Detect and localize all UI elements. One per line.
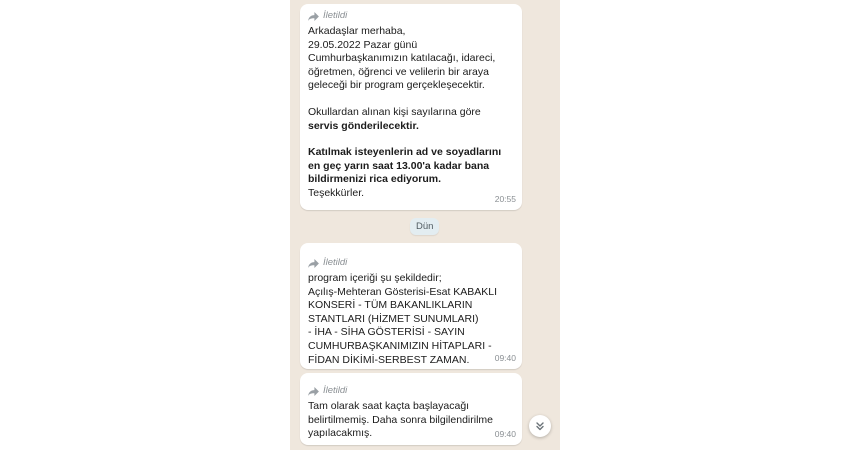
scroll-to-bottom-button[interactable] xyxy=(529,415,551,437)
chevron-down-icon xyxy=(534,420,546,432)
message-line: yapılacakmış. xyxy=(308,427,373,440)
forward-arrow-icon xyxy=(308,12,319,21)
forward-arrow-icon xyxy=(308,259,319,268)
forwarded-label: İletildi xyxy=(308,257,514,269)
message-bubble-3[interactable] xyxy=(300,373,522,445)
message-line: - İHA - SİHA GÖSTERİSİ - SAYIN xyxy=(308,326,465,339)
message-bubble-1[interactable] xyxy=(300,4,522,210)
message-time: 09:40 xyxy=(494,429,516,440)
message-line: STANTLARI (HİZMET SUNUMLARI) xyxy=(308,312,479,325)
message-line-bold: en geç yarın saat 13.00'a kadar bana xyxy=(308,159,490,172)
forward-arrow-icon xyxy=(308,387,319,396)
message-line: Okullardan alınan kişi sayılarına göre xyxy=(308,105,481,118)
chat-area[interactable] xyxy=(290,0,560,450)
message-time: 20:55 xyxy=(494,194,516,205)
message-time: 09:40 xyxy=(494,353,516,364)
message-line-bold: bildirmenizi rica ediyorum. xyxy=(308,173,442,186)
message-line: Tam olarak saat kaçta başlayacağı xyxy=(308,400,470,412)
message-line: Açılış-Mehteran Gösterisi-Esat KABAKLI xyxy=(308,285,498,298)
message-line: KONSERİ - TÜM BAKANLIKLARIN xyxy=(308,299,473,312)
forwarded-label: İletildi xyxy=(308,10,514,22)
message-line: Cumhurbaşkanımızın katılacağı, idareci, xyxy=(308,52,496,65)
message-line: program içeriği şu şekildedir; xyxy=(308,272,442,284)
message-line: geleceği bir program gerçekleşecektir. xyxy=(308,79,485,92)
date-separator: Dün xyxy=(410,218,439,235)
message-line-bold: servis gönderilecektir. xyxy=(308,119,419,132)
message-line: 29.05.2022 Pazar günü xyxy=(308,38,418,51)
message-line: öğretmen, öğrenci ve velilerin bir araya xyxy=(308,65,489,78)
message-line: belirtilmemiş. Daha sonra bilgilendirilme xyxy=(308,413,493,426)
message-bubble-2[interactable] xyxy=(300,243,522,369)
message-line-bold: Katılmak isteyenlerin ad ve soyadlarını xyxy=(308,146,502,159)
message-line: FİDAN DİKİMİ-SERBEST ZAMAN. xyxy=(308,353,470,366)
message-line: Teşekkürler. xyxy=(308,186,365,199)
message-line: Arkadaşlar merhaba, xyxy=(308,25,406,37)
forwarded-label: İletildi xyxy=(308,385,514,397)
message-line: CUMHURBAŞKANIMIZIN HİTAPLARI - xyxy=(308,339,492,352)
